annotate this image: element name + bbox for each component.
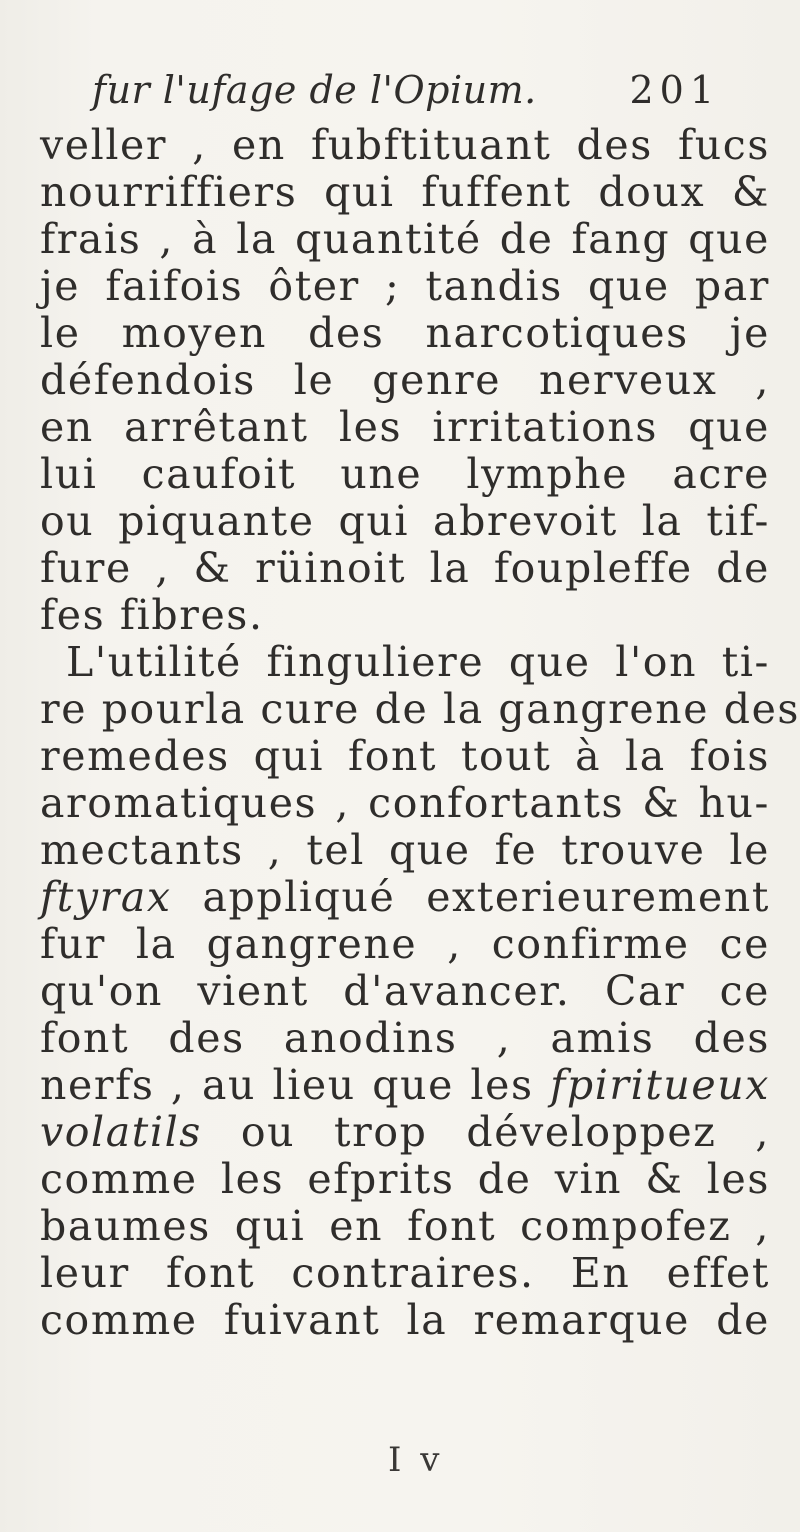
text-line: re pourla cure de la gangrene des xyxy=(40,685,800,733)
text-line: veller , en fubftituant des fucs xyxy=(40,121,770,169)
text-line xyxy=(40,1062,770,1109)
text-span: appliqué exterieurement xyxy=(202,873,770,921)
text-line: le moyen des narcotiques je xyxy=(40,309,770,357)
italic-term: fpiritueux xyxy=(550,1061,770,1109)
text-line: je faifois ôter ; tandis que par xyxy=(40,262,770,310)
text-line: frais , à la quantité de fang que xyxy=(40,215,770,263)
text-line: qu'on vient d'avancer. Car ce xyxy=(40,967,770,1015)
text-line: fure , & rüinoit la foupleffe de xyxy=(40,544,770,592)
text-line: en arrêtant les irritations que xyxy=(40,403,770,451)
text-line: comme les efprits de vin & les xyxy=(40,1155,770,1203)
text-line: aromatiques , confortants & hu- xyxy=(40,779,770,827)
paragraph-first-line: L'utilité finguliere que l'on ti- xyxy=(66,638,770,686)
text-line: remedes qui font tout à la fois xyxy=(40,732,770,780)
text-line: baumes qui en font compofez , xyxy=(40,1202,770,1250)
signature-mark: I v xyxy=(388,1440,444,1480)
running-title: fur l'ufage de l'Opium. xyxy=(92,68,537,112)
text-line: ou piquante qui abrevoit la tif- xyxy=(40,497,770,545)
text-line: font des anodins , amis des xyxy=(40,1014,770,1062)
text-span: ou trop développez , xyxy=(240,1108,770,1156)
text-line: fes fibres. xyxy=(40,591,264,639)
text-line xyxy=(40,874,770,921)
running-head xyxy=(92,68,732,118)
text-line: comme fuivant la remarque de xyxy=(40,1296,770,1344)
text-line: leur font contraires. En effet xyxy=(40,1249,770,1297)
text-line: mectants , tel que fe trouve le xyxy=(40,826,770,874)
text-line: lui caufoit une lymphe acre xyxy=(40,450,770,498)
text-line: défendois le genre nerveux , xyxy=(40,356,770,404)
page-number: 201 xyxy=(629,68,720,112)
italic-term: ftyrax xyxy=(40,873,172,921)
text-line xyxy=(40,1109,770,1156)
body-text xyxy=(40,121,800,1344)
text-span: nerfs , au lieu que les xyxy=(40,1061,534,1109)
text-line: nourriffiers qui fuffent doux & xyxy=(40,168,770,216)
text-line: fur la gangrene , confirme ce xyxy=(40,920,770,968)
italic-term: volatils xyxy=(40,1108,202,1156)
